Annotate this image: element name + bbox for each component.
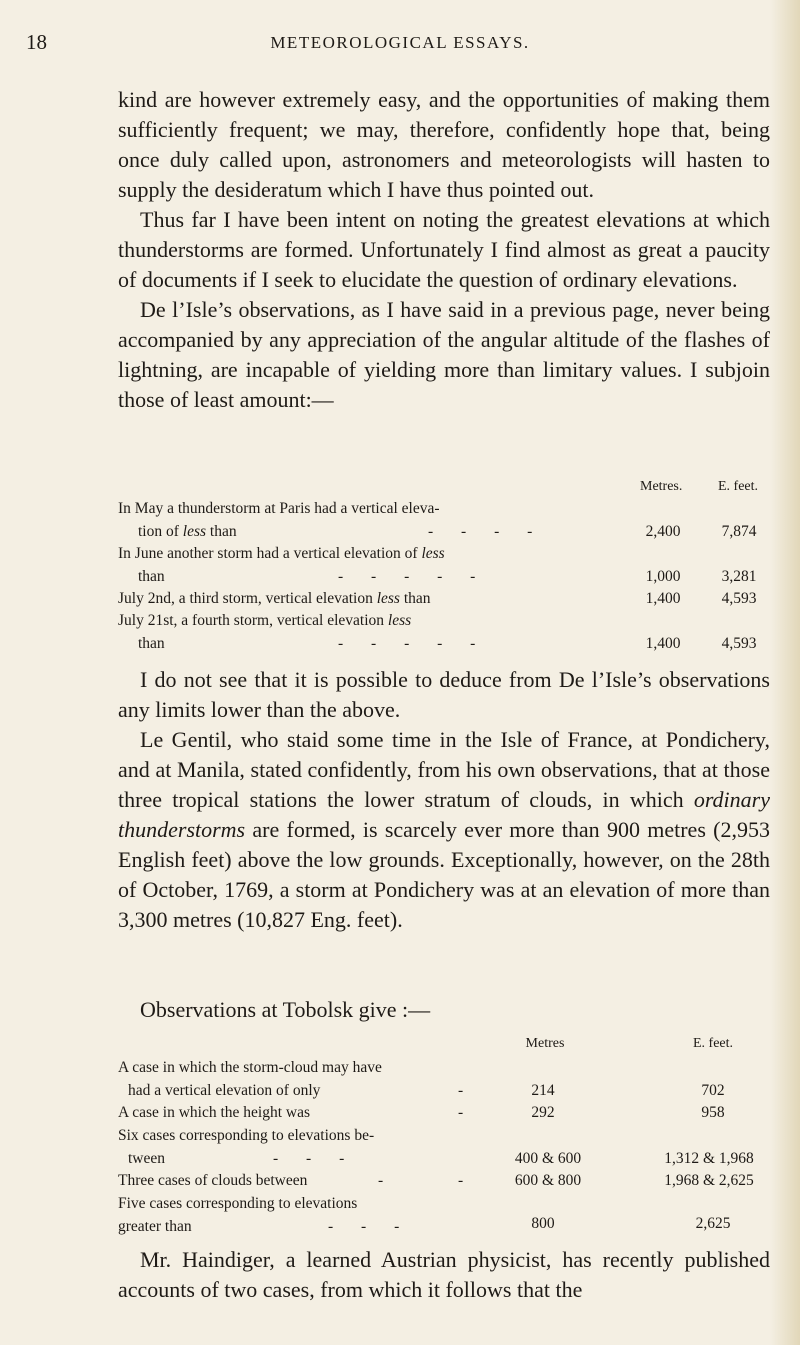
table-row-label: Three cases of clouds between bbox=[118, 1172, 308, 1189]
page-number: 18 bbox=[26, 30, 47, 54]
leader-dash: - bbox=[458, 1082, 464, 1099]
paragraph-3: De l’Isle’s observations, as I have said in a previous page, never being accompanied by any appreciation of the angular altitude of the flashes of lightning, are incapable of yielding more than limitary values. I subjoin those of least amount:— bbox=[118, 297, 770, 412]
table-cell-metres: 800 bbox=[531, 1215, 555, 1232]
table-cell-feet: 958 bbox=[701, 1104, 725, 1121]
table-row-label: July 21st, a fourth storm, vertical elevation less bbox=[118, 612, 412, 629]
leader-dashes: - - - bbox=[273, 1150, 357, 1167]
paragraph-4: I do not see that it is possible to deduce from De l’Isle’s observations any limits lower than the above. bbox=[118, 667, 770, 722]
paragraph-2: Thus far I have been intent on noting the greatest elevations at which thunderstorms are formed. Unfortunately I find almost as great a paucity of documents if I seek to elucidate the question of ordinary elevations. bbox=[118, 207, 770, 292]
elevation-table-tobolsk bbox=[118, 1033, 770, 1233]
col-header-feet: E. feet. bbox=[718, 479, 759, 494]
leader-dashes: - - - - - bbox=[338, 635, 488, 652]
paragraph-7: Mr. Haindiger, a learned Austrian physicist, has recently published accounts of two cases, from which it follows that the bbox=[118, 1247, 770, 1302]
table-cell-metres: 1,400 bbox=[645, 590, 681, 607]
table-cell-feet: 3,281 bbox=[721, 568, 757, 585]
table-row-label: tion of less than bbox=[138, 523, 237, 540]
table-cell-feet: 4,593 bbox=[721, 590, 757, 607]
table-cell-metres: 2,400 bbox=[645, 523, 681, 540]
paragraph-6: Observations at Tobolsk give :— bbox=[140, 997, 431, 1022]
table-cell-metres: 292 bbox=[531, 1104, 555, 1121]
table-row-label: July 2nd, a third storm, vertical elevation less than bbox=[118, 590, 431, 607]
leader-dashes: - - - - - bbox=[338, 568, 488, 585]
page-edge-shadow bbox=[770, 0, 800, 1345]
table-row-label: Six cases corresponding to elevations be- bbox=[118, 1127, 375, 1144]
leader-dashes: - - - bbox=[328, 1218, 412, 1235]
table-row-label: Five cases corresponding to elevations bbox=[118, 1195, 358, 1212]
table-row-label: A case in which the storm-cloud may have bbox=[118, 1059, 382, 1076]
leader-dashes: - - - - bbox=[428, 523, 545, 540]
table-cell-feet: 2,625 bbox=[695, 1215, 731, 1232]
page-header bbox=[0, 30, 800, 60]
table-row-label: greater than bbox=[118, 1218, 192, 1235]
table-row-label: tween bbox=[128, 1150, 166, 1167]
table-cell-metres: 1,400 bbox=[645, 635, 681, 652]
leader-dash: - bbox=[378, 1172, 384, 1189]
paragraph-1: kind are however extremely easy, and the opportunities of making them sufficiently frequent; we may, therefore, confidently hope that, being once duly called upon, astronomers and meteorologists will hasten to supply the desideratum which I have thus pointed out. bbox=[118, 87, 770, 202]
elevation-table-paris bbox=[118, 476, 770, 696]
table-row-label: In May a thunderstorm at Paris had a vertical eleva- bbox=[118, 500, 440, 517]
table-row-label: than bbox=[138, 568, 165, 585]
running-head: METEOROLOGICAL ESSAYS. bbox=[270, 33, 530, 52]
table-row-label: than bbox=[138, 635, 165, 652]
col-header-feet: E. feet. bbox=[692, 1036, 734, 1051]
table-cell-metres: 600 & 800 bbox=[514, 1172, 582, 1189]
col-header-metres: Metres bbox=[525, 1036, 565, 1051]
table-cell-feet: 1,312 & 1,968 bbox=[664, 1150, 754, 1167]
table-cell-feet: 702 bbox=[701, 1082, 725, 1099]
table-row-label: A case in which the height was bbox=[118, 1104, 310, 1121]
table-cell-feet: 4,593 bbox=[721, 635, 757, 652]
paragraph-5: Le Gentil, who staid some time in the Isle of France, at Pondichery, and at Manila, stated confidently, from his own observations, that at those three tropical stations the lower stratum of clouds, in which ordinary thunderstorms are formed, is scarcely ever more than 900 metres (2,953 English feet) above the low grounds. Exceptionally, however, on the 28th of October, 1769, a storm at Pondichery was at an elevation of more than 3,300 metres (10,827 Eng. feet). bbox=[118, 727, 770, 932]
leader-dash: - bbox=[458, 1172, 464, 1189]
leader-dash: - bbox=[458, 1104, 464, 1121]
table-row-label: In June another storm had a vertical elevation of less bbox=[118, 545, 445, 562]
col-header-metres: Metres. bbox=[640, 479, 683, 494]
table-cell-feet: 1,968 & 2,625 bbox=[664, 1172, 754, 1189]
table-cell-feet: 7,874 bbox=[721, 523, 757, 540]
table-cell-metres: 214 bbox=[531, 1082, 555, 1099]
table-cell-metres: 400 & 600 bbox=[514, 1150, 582, 1167]
table-cell-metres: 1,000 bbox=[645, 568, 681, 585]
table-row-label: had a vertical elevation of only bbox=[128, 1082, 321, 1099]
